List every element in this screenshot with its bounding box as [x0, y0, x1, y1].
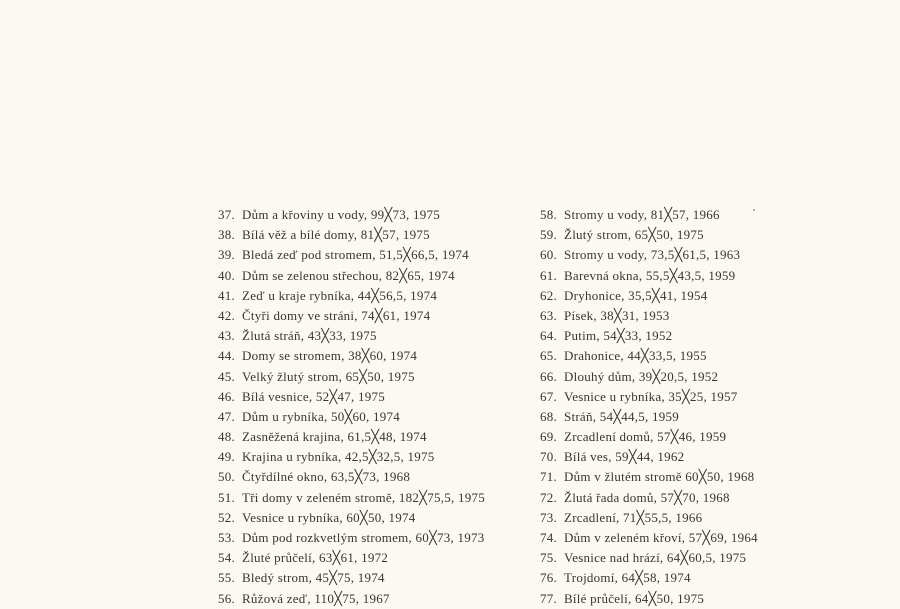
- entry-number: 72.: [540, 489, 557, 505]
- catalogue-entry: [218, 528, 485, 548]
- catalogue-entry: [218, 568, 485, 588]
- entry-text: Vesnice u rybníka, 60╳50, 1974: [242, 509, 416, 525]
- catalogue-entry: [218, 286, 485, 306]
- catalogue-entry: [218, 508, 485, 528]
- entry-text: Dům pod rozkvetlým stromem, 60╳73, 1973: [242, 530, 485, 545]
- catalogue-entry: [540, 387, 758, 407]
- entry-text: Krajina u rybníka, 42,5╳32,5, 1975: [242, 449, 435, 465]
- entry-number: 75.: [540, 550, 557, 566]
- entry-text: Domy se stromem, 38╳60, 1974: [242, 348, 418, 364]
- catalogue-entry: [218, 306, 485, 326]
- catalogue-entry: [218, 407, 485, 427]
- entry-text: Putim, 54╳33, 1952: [564, 328, 673, 344]
- catalogue-entry: [218, 225, 485, 245]
- entry-number: 73.: [540, 509, 557, 525]
- entry-text: Žlutá stráň, 43╳33, 1975: [242, 328, 377, 344]
- entry-text: Bílá věž a bílé domy, 81╳57, 1975: [242, 227, 430, 243]
- entry-number: 67.: [540, 388, 557, 404]
- entry-number: 70.: [540, 449, 557, 465]
- catalogue-entry: [540, 346, 758, 366]
- catalogue-entry: [540, 589, 758, 609]
- catalogue-entry: [218, 245, 485, 265]
- entry-text: Stráň, 54╳44,5, 1959: [564, 408, 680, 424]
- entry-text: Čtyřdílné okno, 63,5╳73, 1968: [242, 469, 411, 485]
- entry-number: 66.: [540, 368, 557, 384]
- entry-number: 50.: [218, 469, 235, 485]
- catalogue-entry: [218, 427, 485, 447]
- entry-text: Dům u rybníka, 50╳60, 1974: [242, 408, 401, 424]
- entry-text: Bílé průčelí, 64╳50, 1975: [564, 590, 705, 606]
- entry-text: Stromy u vody, 81╳57, 1966: [564, 207, 720, 222]
- entry-text: Velký žlutý strom, 65╳50, 1975: [242, 368, 415, 384]
- entry-text: Zeď u kraje rybníka, 44╳56,5, 1974: [242, 287, 438, 303]
- entry-text: Dům v zeleném křoví, 57╳69, 1964: [564, 530, 758, 545]
- entry-number: 42.: [218, 307, 235, 323]
- catalogue-entry: [540, 528, 758, 548]
- entry-number: 47.: [218, 408, 235, 424]
- entry-text: Růžová zeď, 110╳75, 1967: [242, 590, 390, 606]
- entry-text: Žlutá řada domů, 57╳70, 1968: [564, 489, 730, 505]
- catalogue-entry: [218, 387, 485, 407]
- entry-text: Vesnice u rybníka, 35╳25, 1957: [564, 388, 738, 404]
- entry-number: 40.: [218, 267, 235, 283]
- entry-number: 44.: [218, 348, 235, 364]
- entry-text: Dlouhý dům, 39╳20,5, 1952: [564, 368, 719, 384]
- entry-text: Zrcadlení domů, 57╳46, 1959: [564, 429, 727, 445]
- catalogue-entry: [218, 447, 485, 467]
- entry-number: 54.: [218, 550, 235, 566]
- catalogue-entry: [540, 447, 758, 467]
- catalogue-entry: [540, 488, 758, 508]
- entry-number: 62.: [540, 287, 557, 303]
- entry-number: 52.: [218, 509, 235, 525]
- entry-text: Dům v žlutém stromě 60╳50, 1968: [564, 469, 755, 485]
- entry-number: 68.: [540, 408, 557, 424]
- catalogue-entry: [540, 568, 758, 588]
- entry-number: 61.: [540, 267, 557, 283]
- catalogue-entry: [540, 548, 758, 568]
- entry-text: Zasněžená krajina, 61,5╳48, 1974: [242, 429, 427, 445]
- entry-number: 69.: [540, 429, 557, 445]
- entry-number: 45.: [218, 368, 235, 384]
- entry-number: 58.: [540, 207, 557, 222]
- entry-text: Barevná okna, 55,5╳43,5, 1959: [564, 267, 736, 283]
- entry-number: 46.: [218, 388, 235, 404]
- entry-number: 65.: [540, 348, 557, 364]
- entry-number: 38.: [218, 227, 235, 243]
- catalogue-entry: [540, 326, 758, 346]
- catalogue-column-right: [540, 205, 758, 609]
- entry-number: 53.: [218, 530, 235, 545]
- catalogue-entry: [218, 548, 485, 568]
- entry-text: Dům a křoviny u vody, 99╳73, 1975: [242, 207, 440, 222]
- catalogue-entry: [540, 508, 758, 528]
- entry-text: Stromy u vody, 73,5╳61,5, 1963: [564, 247, 741, 263]
- entry-number: 49.: [218, 449, 235, 465]
- catalogue-entry: [218, 589, 485, 609]
- entry-number: 60.: [540, 247, 557, 263]
- catalogue-column-left: [218, 205, 485, 609]
- entry-text: Žluté průčelí, 63╳61, 1972: [242, 550, 389, 566]
- entry-text: Trojdomí, 64╳58, 1974: [564, 570, 691, 586]
- entry-number: 56.: [218, 590, 235, 606]
- entry-number: 51.: [218, 489, 235, 505]
- entry-text: Zrcadlení, 71╳55,5, 1966: [564, 509, 703, 525]
- entry-number: 76.: [540, 570, 557, 586]
- entry-text: Žlutý strom, 65╳50, 1975: [564, 227, 704, 243]
- catalogue-entry: [218, 488, 485, 508]
- catalogue-entry: [540, 205, 758, 225]
- entry-text: Bílá ves, 59╳44, 1962: [564, 449, 685, 465]
- entry-number: 74.: [540, 530, 557, 545]
- catalogue-entry: [218, 467, 485, 487]
- entry-number: 63.: [540, 307, 557, 323]
- catalogue-entry: [540, 427, 758, 447]
- entry-number: 43.: [218, 328, 235, 344]
- entry-text: Vesnice nad hrází, 64╳60,5, 1975: [564, 550, 747, 566]
- entry-text: Dům se zelenou střechou, 82╳65, 1974: [242, 267, 455, 283]
- catalogue-entry: [218, 326, 485, 346]
- catalogue-entry: [218, 266, 485, 286]
- catalogue-entry: [540, 286, 758, 306]
- entry-number: 77.: [540, 590, 557, 606]
- entry-text: Dryhonice, 35,5╳41, 1954: [564, 287, 708, 303]
- entry-number: 71.: [540, 469, 557, 485]
- catalogue-entry: [540, 367, 758, 387]
- entry-number: 55.: [218, 570, 235, 586]
- entry-text: Bledá zeď pod stromem, 51,5╳66,5, 1974: [242, 247, 469, 263]
- entry-text: Drahonice, 44╳33,5, 1955: [564, 348, 707, 364]
- catalogue-entry: [540, 306, 758, 326]
- entry-number: 59.: [540, 227, 557, 243]
- paper-speck: [753, 209, 755, 211]
- entry-number: 64.: [540, 328, 557, 344]
- catalogue-entry: [218, 346, 485, 366]
- catalogue-entry: [540, 407, 758, 427]
- entry-number: 41.: [218, 287, 235, 303]
- entry-text: Čtyři domy ve stráni, 74╳61, 1974: [242, 307, 431, 323]
- catalogue-entry: [540, 266, 758, 286]
- entry-text: Bílá vesnice, 52╳47, 1975: [242, 388, 385, 404]
- entry-text: Písek, 38╳31, 1953: [564, 307, 670, 323]
- entry-number: 48.: [218, 429, 235, 445]
- catalogue-entry: [540, 245, 758, 265]
- entry-number: 37.: [218, 207, 235, 222]
- catalogue-entry: [218, 367, 485, 387]
- catalogue-entry: [218, 205, 485, 225]
- entry-number: 39.: [218, 247, 235, 263]
- catalogue-entry: [540, 467, 758, 487]
- catalogue-entry: [540, 225, 758, 245]
- entry-text: Tři domy v zeleném stromě, 182╳75,5, 1975: [242, 489, 486, 505]
- entry-text: Bledý strom, 45╳75, 1974: [242, 570, 385, 586]
